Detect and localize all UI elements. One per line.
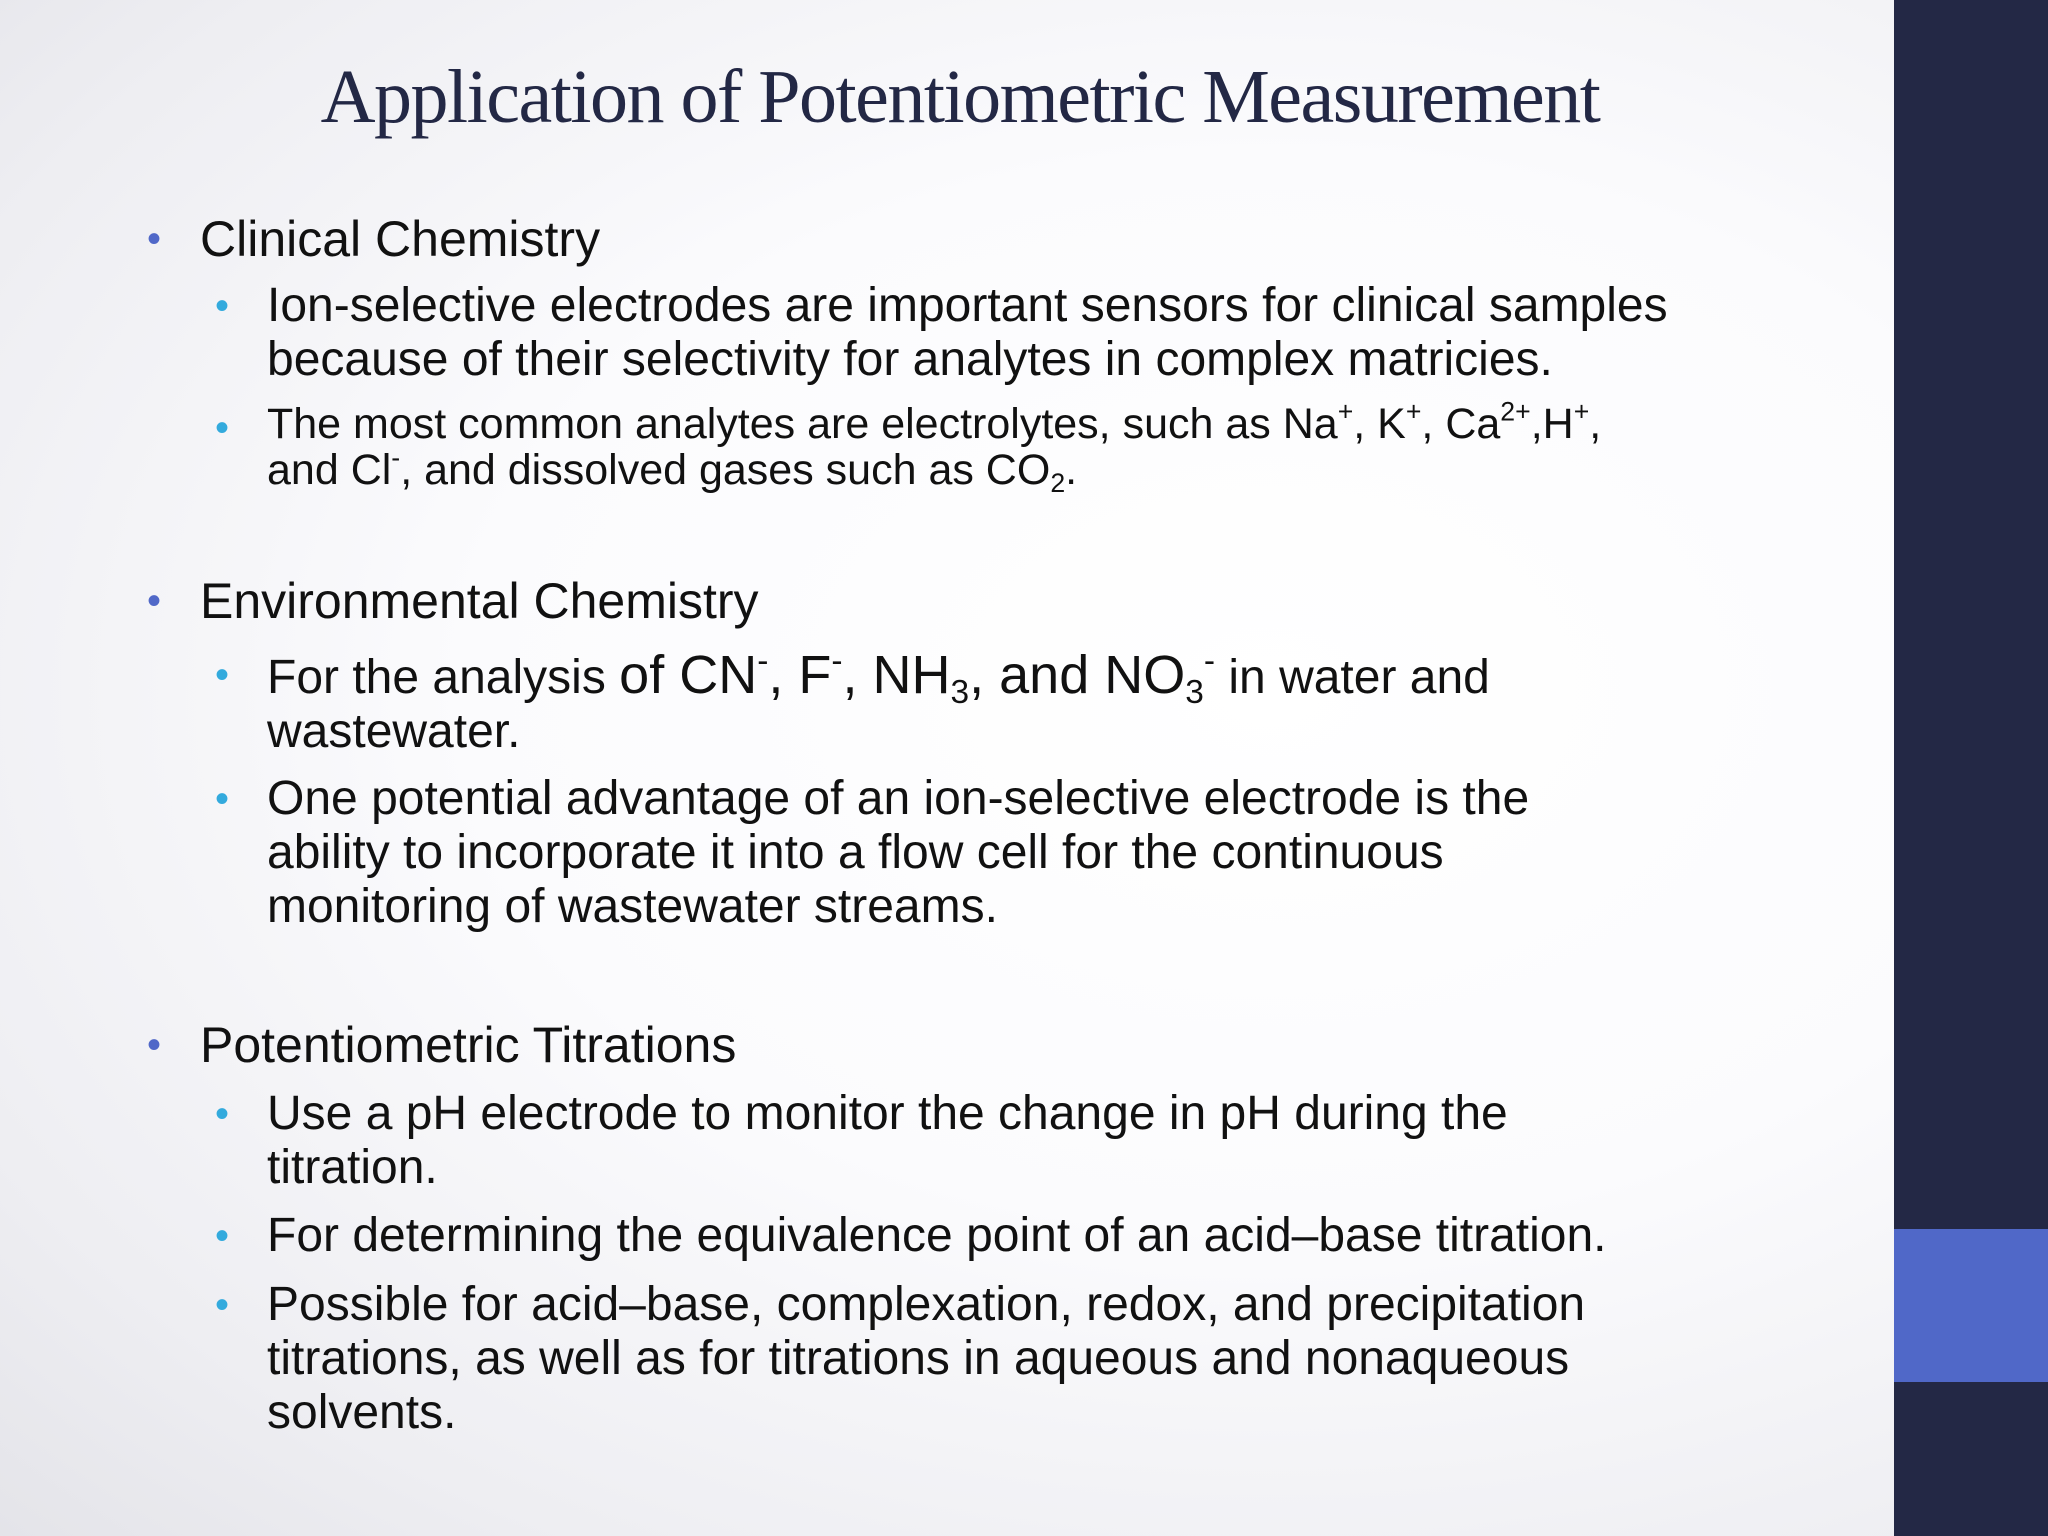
list-item: • Possible for acid–base, complexation, redox, and precipitation titrations, as well as for titrations in aqueous and nonaqueous solvents.	[267, 1278, 1827, 1440]
section-heading-clinical: • Clinical Chemistry	[147, 211, 601, 267]
bullet-icon: •	[215, 1092, 230, 1136]
section-heading-environmental: • Environmental Chemistry	[147, 573, 759, 629]
bullet-icon: •	[215, 1214, 230, 1258]
list-item: • Use a pH electrode to monitor the change in pH during the titration.	[267, 1087, 1827, 1195]
list-item: • The most common analytes are electrolytes, such as Na+, K+, $Ca^{2+},H^+$, and Cl-, and dissolved gases such as $CO_2$.	[215, 396, 1602, 498]
list-item: • For the analysis of CN-, F-, $NH_3$, and $NO_3^-$ in water and wastewater.	[215, 642, 1490, 758]
bullet-icon: •	[215, 406, 230, 450]
bullet-icon: •	[215, 284, 230, 328]
sidebar-accent-block	[1894, 1229, 2048, 1382]
list-item: • Ion-selective electrodes are important sensors for clinical samples because of their selectivity for analytes in complex matricies.	[267, 279, 1827, 387]
list-item: • One potential advantage of an ion-selective electrode is the ability to incorporate it into a flow cell for the continuous monitoring of wastewater streams.	[267, 772, 1827, 934]
bullet-icon: •	[215, 777, 230, 821]
bullet-icon: •	[147, 579, 162, 623]
bullet-icon: •	[147, 217, 162, 261]
bullet-icon: •	[147, 1023, 162, 1067]
section-heading-titrations: • Potentiometric Titrations	[147, 1017, 737, 1073]
slide-title: Application of Potentiometric Measurement	[320, 55, 1600, 139]
bullet-icon: •	[215, 653, 230, 697]
list-item: • For determining the equivalence point of an acid–base titration.	[267, 1209, 1827, 1263]
bullet-icon: •	[215, 1283, 230, 1327]
